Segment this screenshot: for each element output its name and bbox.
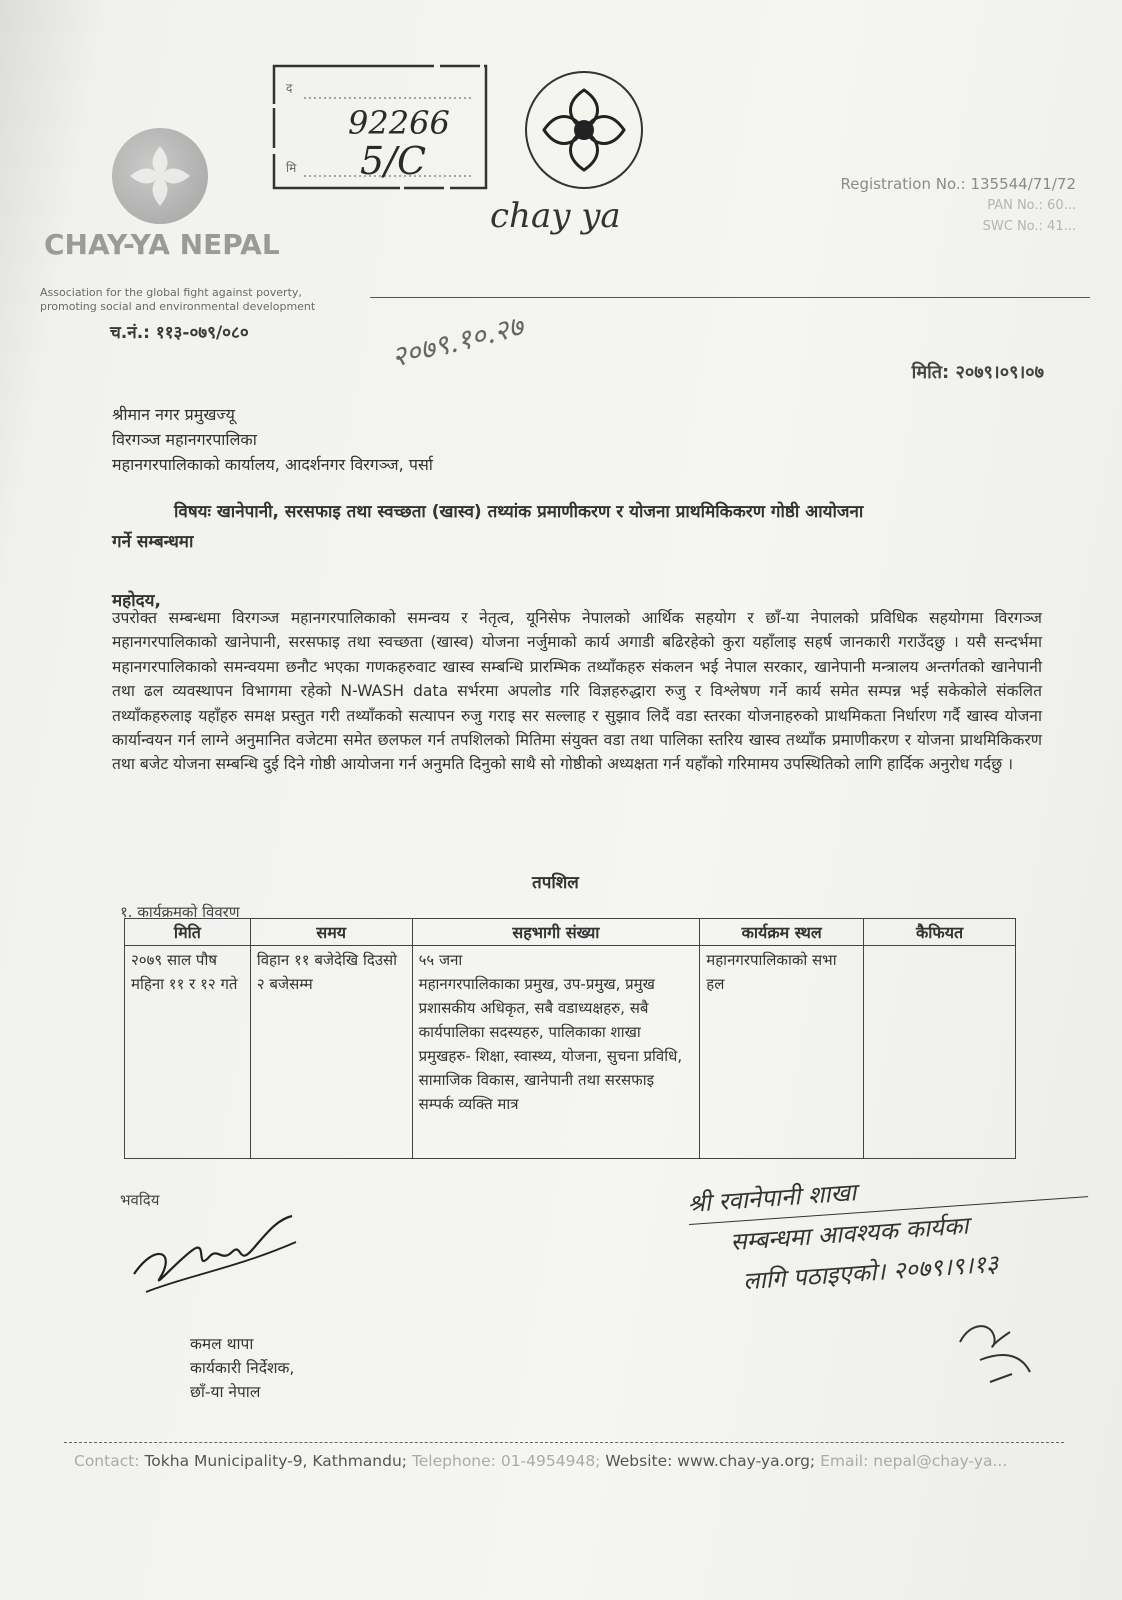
website-label: Website: [605, 1452, 673, 1470]
pan-number: PAN No.: 60... [987, 198, 1076, 213]
stamp-number: 92266 [348, 104, 450, 142]
col-header-remarks: कैफियत [864, 919, 1016, 946]
svg-text:द: द [286, 81, 293, 95]
email-label: Email: [820, 1452, 869, 1470]
col-header-time: समय [250, 919, 412, 946]
participants-count: ५५ जना [418, 951, 463, 969]
handwritten-reference: २०७९.१०.२७ [388, 309, 527, 374]
letter-body: उपरोक्त सम्बन्धमा विरगञ्ज महानगरपालिकाको समन्वय र नेतृत्व, यूनिसेफ नेपालको आर्थिक सहयोग र छाँ-या नेपालको प्रविधिक सहयोगमा विरगञ्ज महानगरपालिकाको खानेपानी, सरसफाइ तथा स्वच्छता (खास्व) योजना नर्जुमाको कार्य अगाडी बढिरहेको कुरा यहाँलाइ सहर्ष जानकारी गराउँदछु । यसै सन्दर्भमा महानगरपालिकाको समन्वयमा छनौट भएका गणकहरुवाट खास्व सम्बन्धि प्रारम्भिक तथ्याँकहरु संकलन भई नेपाल सरकार, खानेपानी मन्त्रालय अन्तर्गतको खानेपानी तथा ढल व्यवस्थापन विभागमा रहेको N-WASH data सर्भरमा अपलोड गरि विज्ञहरुद्धारा रुजु र विश्लेषण गर्ने कार्य समेत सम्पन्न भई सकेकोले संकलित तथ्याँकहरुलाइ यहाँहरु समक्ष प्रस्तुत गरी तथ्याँकको सत्यापन रुजु गराइ सर सल्लाह र सुझाव लिदैं वडा स्तरका योजनाहरुको प्राथमिकता निर्धारण गर्दै खास्व योजना कार्यान्वयन गर्न लाग्ने अनुमानित वजेटमा समेत छलफल गर्न तपशिलको मितिमा संयुक्त वडा तथा पालिका स्तरिय खास्व तथ्याँक प्रमाणीकरण र योजना प्राथमिकिकरण तथा बजेट योजना सम्बन्धि दुई दिने गोष्ठी आयोजना गर्न अनुमति दिनुको साथै सो गोष्ठीको अध्यक्षता गर्न यहाँको गरिमामय उपस्थितिको लागि हार्दिक अनुरोध गर्दछु । [112, 609, 1042, 774]
footer-address: Tokha Municipality-9, Kathmandu; [144, 1452, 407, 1470]
signatory-org: छाँ-या नेपाल [190, 1383, 261, 1401]
svg-text:मि: मि [286, 161, 297, 175]
footer-phone: 01-4954948; [500, 1452, 601, 1470]
cell-participants [412, 946, 700, 1159]
program-table [124, 918, 1016, 1159]
footer-website: www.chay-ya.org; [677, 1452, 816, 1470]
footer-rule [64, 1442, 1064, 1443]
phone-label: Telephone: [411, 1452, 496, 1470]
col-header-venue: कार्यक्रम स्थल [700, 919, 864, 946]
program-details-label: १. कार्यक्रमको विवरण [120, 903, 240, 921]
col-header-participants: सहभागी संख्या [412, 919, 700, 946]
cell-time: विहान ११ बजेदेखि दिउसो २ बजेसम्म [250, 946, 412, 1159]
handwritten-note: श्री रवानेपानी शाखा सम्बन्धमा आवश्यक कार्यका लागि पठाइएको। २०७९।९।१३ [686, 1156, 1093, 1305]
signatory-title: कार्यकारी निर्देशक, [190, 1359, 295, 1377]
swc-number: SWC No.: 41... [982, 219, 1076, 234]
seal-caption: chay ya [490, 196, 621, 236]
participants-detail: महानगरपालिकाका प्रमुख, उप-प्रमुख, प्रमुख प्रशासकीय अधिकृत, सबै वडाध्यक्षहरु, सबै कार्यपालिका सदस्यहरु, पालिकाका शाखा प्रमुखहरु- शिक्षा, स्वास्थ्य, योजना, सुचना प्रविधि, सामाजिक विकास, खानेपानी तथा सरसफाइ सम्पर्क व्यक्ति मात्र [418, 975, 683, 1113]
letterhead-rule [370, 297, 1090, 298]
initials-icon [950, 1312, 1050, 1396]
letter-date: मिति: २०७९।०९।०७ [911, 362, 1044, 383]
organization-seal-icon [522, 68, 646, 192]
brand-tagline: Association for the global fight against poverty, promoting social and environmental development [40, 286, 316, 313]
registration-number: Registration No.: 135544/71/72 [840, 175, 1076, 193]
signature-icon [126, 1212, 316, 1306]
cell-venue: महानगरपालिकाको सभा हल [700, 946, 864, 1159]
signatory-name: कमल थापा [190, 1335, 254, 1353]
footer-contact [74, 1452, 1007, 1470]
receipt-stamp [272, 62, 490, 192]
cell-remarks [864, 946, 1016, 1159]
stamp-code: 5/C [360, 139, 427, 183]
table-row [125, 946, 1016, 1159]
letter-subject: विषयः खानेपानी, सरसफाइ तथा स्वच्छता (खास्व) तथ्यांक प्रमाणीकरण र योजना प्राथमिकिकरण गोष्ठी आयोजना गर्ने सम्बन्धमा [112, 502, 864, 552]
cell-date: २०७९ साल पौष महिना ११ र १२ गते [125, 946, 251, 1159]
table-header-row [125, 919, 1016, 946]
closing-phrase: भवदिय [120, 1191, 160, 1209]
recipient-address: श्रीमान नगर प्रमुखज्यू विरगञ्ज महानगरपालिका महानगरपालिकाको कार्यालय, आदर्शनगर विरगञ्ज, पर्सा [112, 405, 433, 474]
col-header-date: मिति [125, 919, 251, 946]
signatory-block [190, 1332, 294, 1404]
reference-number: च.नं.: ११३-०७९/०८० [110, 323, 249, 343]
contact-label: Contact: [74, 1452, 140, 1470]
tapshil-heading: तपशिल [532, 873, 579, 893]
footer-email: nepal@chay-ya... [873, 1452, 1008, 1470]
registration-block [841, 174, 1077, 237]
salutation: महोदय, [112, 591, 161, 611]
chay-ya-logo-icon [112, 128, 208, 224]
brand-name: CHAY-YA NEPAL [44, 228, 280, 261]
